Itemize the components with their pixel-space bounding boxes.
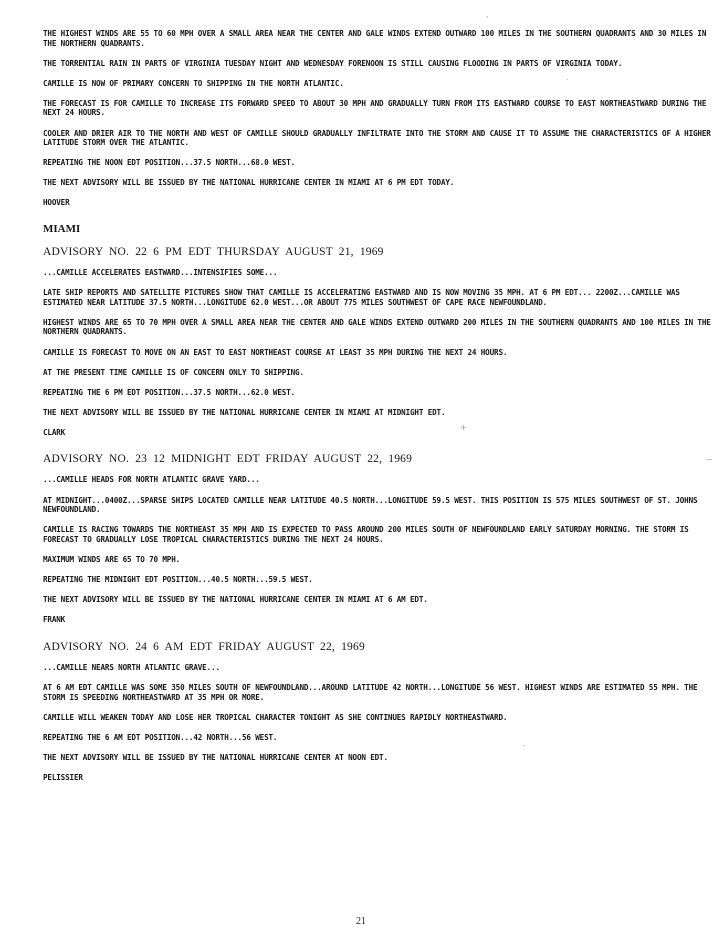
scan-speck: ,: [486, 10, 489, 19]
paragraph: LATE SHIP REPORTS AND SATELLITE PICTURES SHOW THAT CAMILLE IS ACCELERATING EASTWARD AND IS NOW MOVING 35 MPH. AT 6 PM EDT... 2200Z...CAMILLE WAS ESTIMATED NEAR LATITUDE 37.5 NORTH...LONGITUDE 62.0 WEST...OR ABOUT 775 MILES SOUTHWEST OF CAPE RACE NEWFOUNDLAND.: [43, 288, 680, 307]
scan-speck: ~: [706, 455, 713, 464]
paragraph: MAXIMUM WINDS ARE 65 TO 70 MPH.: [43, 554, 181, 564]
paragraph: AT MIDNIGHT...0400Z...SPARSE SHIPS LOCATED CAMILLE NEAR LATITUDE 40.5 NORTH...LONGITUDE 59.5 WEST. THIS POSITION IS 575 MILES SOUTHWEST OF ST. JOHNS NEWFOUNDLAND.: [43, 495, 698, 515]
advisory-header: ADVISORY NO. 22 6 PM EDT THURSDAY AUGUST 21, 1969: [43, 246, 384, 259]
paragraph: REPEATING THE 6 PM EDT POSITION...37.5 NORTH...62.0 WEST.: [43, 387, 296, 397]
paragraph: CAMILLE IS RACING TOWARDS THE NORTHEAST 35 MPH AND IS EXPECTED TO PASS AROUND 200 MILES SOUTH OF NEWFOUNDLAND EARLY SATURDAY MORNING. THE STORM IS FORECAST TO GRADUALLY LOSE TROPICAL CHARACTERISTICS DURING THE NEXT 24 HOURS.: [43, 525, 689, 544]
paragraph: THE NEXT ADVISORY WILL BE ISSUED BY THE NATIONAL HURRICANE CENTER IN MIAMI AT 6 PM EDT TODAY.: [43, 178, 455, 188]
paragraph: REPEATING THE MIDNIGHT EDT POSITION...40.5 NORTH...59.5 WEST.: [43, 575, 313, 585]
scan-speck: -: [523, 741, 526, 750]
headline: ...CAMILLE ACCELERATES EASTWARD...INTENSIFIES SOME...: [43, 268, 278, 278]
headline: ...CAMILLE HEADS FOR NORTH ATLANTIC GRAVE YARD...: [43, 475, 260, 485]
paragraph: THE NEXT ADVISORY WILL BE ISSUED BY THE NATIONAL HURRICANE CENTER IN MIAMI AT 6 AM EDT.: [43, 595, 428, 605]
paragraph: AT THE PRESENT TIME CAMILLE IS OF CONCERN ONLY TO SHIPPING.: [43, 367, 304, 377]
paragraph: CAMILLE IS FORECAST TO MOVE ON AN EAST TO EAST NORTHEAST COURSE AT LEAST 35 MPH DURING THE NEXT 24 HOURS.: [43, 347, 508, 357]
advisory-text-column: [43, 29, 711, 797]
advisory-header: ADVISORY NO. 23 12 MIDNIGHT EDT FRIDAY AUGUST 22, 1969: [43, 453, 413, 466]
headline: ...CAMILLE NEARS NORTH ATLANTIC GRAVE...: [43, 662, 220, 672]
continued-advisory: [43, 29, 711, 208]
paragraph: COOLER AND DRIER AIR TO THE NORTH AND WEST OF CAMILLE SHOULD GRADUALLY INFILTRATE INTO THE STORM AND CAUSE IT TO ASSUME THE CHARACTERISTICS OF A HIGHER LATITUDE STORM OVER THE ATLANTIC.: [43, 128, 711, 148]
signature: CLARK: [43, 427, 66, 437]
paragraph: CAMILLE WILL WEAKEN TODAY AND LOSE HER TROPICAL CHARACTER TONIGHT AS SHE CONTINUES RAPIDLY NORTHEASTWARD.: [43, 712, 508, 722]
scan-speck: +: [460, 423, 467, 432]
paragraph: THE FORECAST IS FOR CAMILLE TO INCREASE ITS FORWARD SPEED TO ABOUT 30 MPH AND GRADUALLY TURN FROM ITS EASTWARD COURSE TO EAST NORTHEASTWARD DURING THE NEXT 24 HOURS.: [43, 98, 707, 118]
paragraph: THE NEXT ADVISORY WILL BE ISSUED BY THE NATIONAL HURRICANE CENTER IN MIAMI AT MIDNIGHT EDT.: [43, 407, 446, 417]
paragraph: REPEATING THE NOON EDT POSITION...37.5 NORTH...68.0 WEST.: [43, 158, 296, 168]
paragraph: REPEATING THE 6 AM EDT POSITION...42 NORTH...56 WEST.: [43, 732, 278, 742]
advisory-23: [43, 452, 711, 624]
paragraph: THE NEXT ADVISORY WILL BE ISSUED BY THE NATIONAL HURRICANE CENTER AT NOON EDT.: [43, 752, 388, 762]
signature: HOOVER: [43, 198, 70, 208]
signature: FRANK: [43, 615, 66, 625]
paragraph: THE TORRENTIAL RAIN IN PARTS OF VIRGINIA TUESDAY NIGHT AND WEDNESDAY FORENOON IS STILL CAUSING FLOODING IN PARTS OF VIRGINIA TODAY.: [43, 58, 623, 68]
paragraph: THE HIGHEST WINDS ARE 55 TO 60 MPH OVER A SMALL AREA NEAR THE CENTER AND GALE WINDS EXTEND OUTWARD 100 MILES IN THE SOUTHERN QUADRANTS AND 30 MILES IN THE NORTHERN QUADRANTS.: [43, 29, 707, 48]
page-number: 21: [356, 916, 366, 927]
paragraph: CAMILLE IS NOW OF PRIMARY CONCERN TO SHIPPING IN THE NORTH ATLANTIC.: [43, 78, 344, 88]
office-heading: MIAMI: [43, 223, 81, 236]
paragraph: AT 6 AM EDT CAMILLE WAS SOME 350 MILES SOUTH OF NEWFOUNDLAND...AROUND LATITUDE 42 NORTH...LONGITUDE 56 WEST. HIGHEST WINDS ARE ESTIMATED 55 MPH. THE STORM IS SPEEDING NORTHEASTWARD AT 35 MPH OR MORE.: [43, 682, 698, 702]
paragraph: HIGHEST WINDS ARE 65 TO 70 MPH OVER A SMALL AREA NEAR THE CENTER AND GALE WINDS EXTEND OUTWARD 200 MILES IN THE SOUTHERN QUADRANTS AND 100 MILES IN THE NORTHERN QUADRANTS.: [43, 317, 711, 337]
advisory-24: [43, 640, 711, 783]
scan-speck: .: [566, 73, 569, 82]
advisory-22: [43, 245, 711, 437]
signature: PELISSIER: [43, 772, 83, 782]
advisory-header: ADVISORY NO. 24 6 AM EDT FRIDAY AUGUST 22, 1969: [43, 640, 365, 653]
